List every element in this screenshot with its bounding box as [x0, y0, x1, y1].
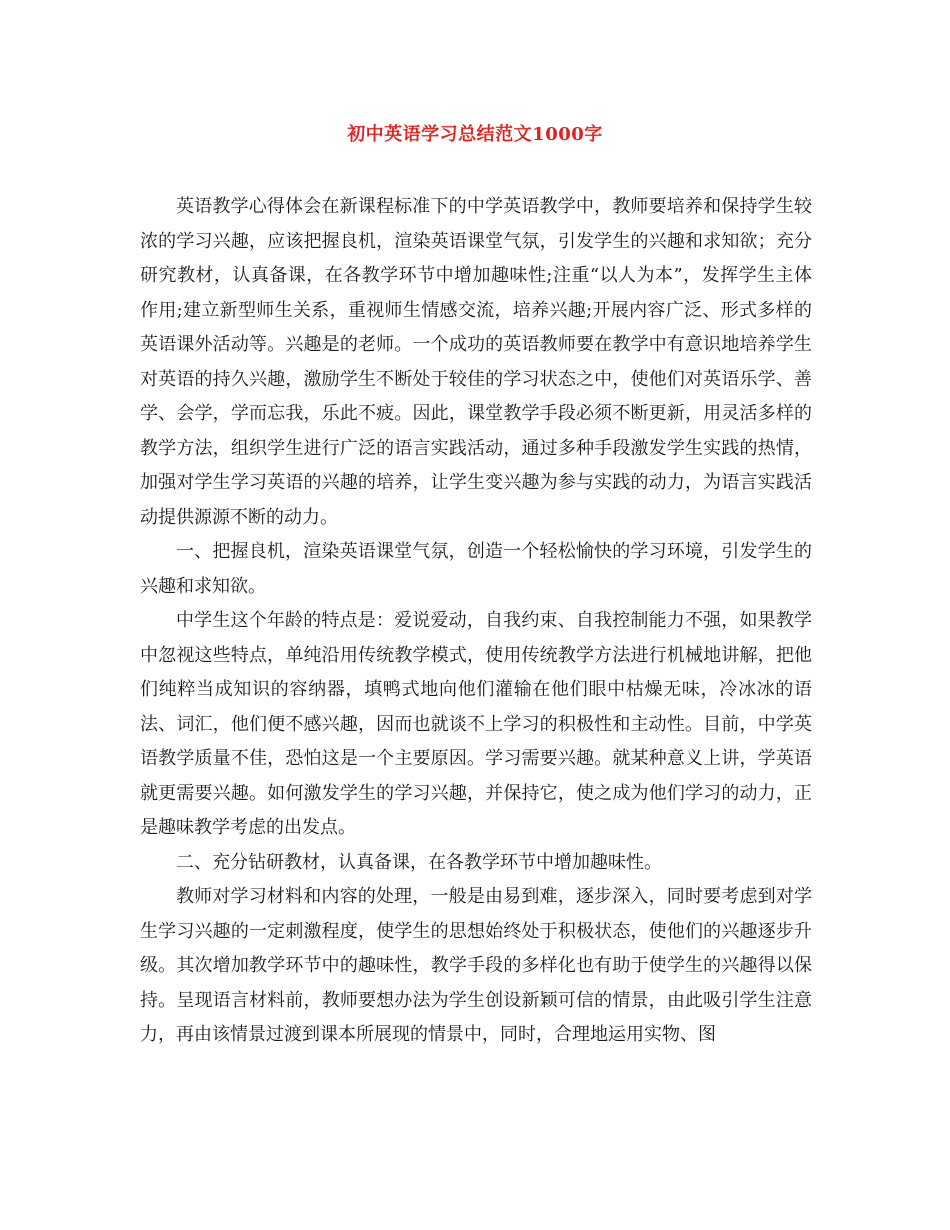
document-body [140, 190, 812, 1053]
section-heading-1: 一、把握良机，渲染英语课堂气氛，创造一个轻松愉快的学习环境，引发学生的兴趣和求知欲。 [140, 541, 812, 597]
paragraph-section-2: 教师对学习材料和内容的处理，一般是由易到难，逐步深入，同时要考虑到对学生学习兴趣的一定刺激程度，使学生的思想始终处于积极状态，使他们的兴趣逐步升级。其次增加教学环节中的趣味性，教学手段的多样化也有助于使学生的兴趣得以保持。呈现语言材料前，教师要想办法为学生创设新颖可信的情景，由此吸引学生注意力，再由该情景过渡到课本所展现的情景中，同时，合理地运用实物、图 [140, 886, 812, 1045]
paragraph-intro: 英语教学心得体会在新课程标准下的中学英语教学中，教师要培养和保持学生较浓的学习兴趣，应该把握良机，渲染英语课堂气氛，引发学生的兴趣和求知欲；充分研究教材，认真备课，在各教学环节中增加趣味性;注重“以人为本”，发挥学生主体作用;建立新型师生关系，重视师生情感交流，培养兴趣;开展内容广泛、形式多样的英语课外活动等。兴趣是的老师。一个成功的英语教师要在教学中有意识地培养学生对英语的持久兴趣，激励学生不断处于较佳的学习状态之中，使他们对英语乐学、善学、会学，学而忘我，乐此不疲。因此，课堂教学手段必须不断更新，用灵活多样的教学方法，组织学生进行广泛的语言实践活动，通过多种手段激发学生实践的热情，加强对学生学习英语的兴趣的培养，让学生变兴趣为参与实践的动力，为语言实践活动提供源源不断的动力。 [140, 196, 812, 528]
document-title: 初中英语学习总结范文1000字 [347, 124, 603, 145]
paragraph-section-1: 中学生这个年龄的特点是：爱说爱动，自我约束、自我控制能力不强，如果教学中忽视这些特点，单纯沿用传统教学模式，使用传统教学方法进行机械地讲解，把他们纯粹当成知识的容纳器，填鸭式地向他们灌输在他们眼中枯燥无味，冷冰冰的语法、词汇，他们便不感兴趣，因而也就谈不上学习的积极性和主动性。目前，中学英语教学质量不佳，恐怕这是一个主要原因。学习需要兴趣。就某种意义上讲，学英语就更需要兴趣。如何激发学生的学习兴趣，并保持它，使之成为他们学习的动力，正是趣味教学考虑的出发点。 [140, 610, 812, 838]
section-heading-2: 二、充分钻研教材，认真备课，在各教学环节中增加趣味性。 [176, 851, 662, 873]
